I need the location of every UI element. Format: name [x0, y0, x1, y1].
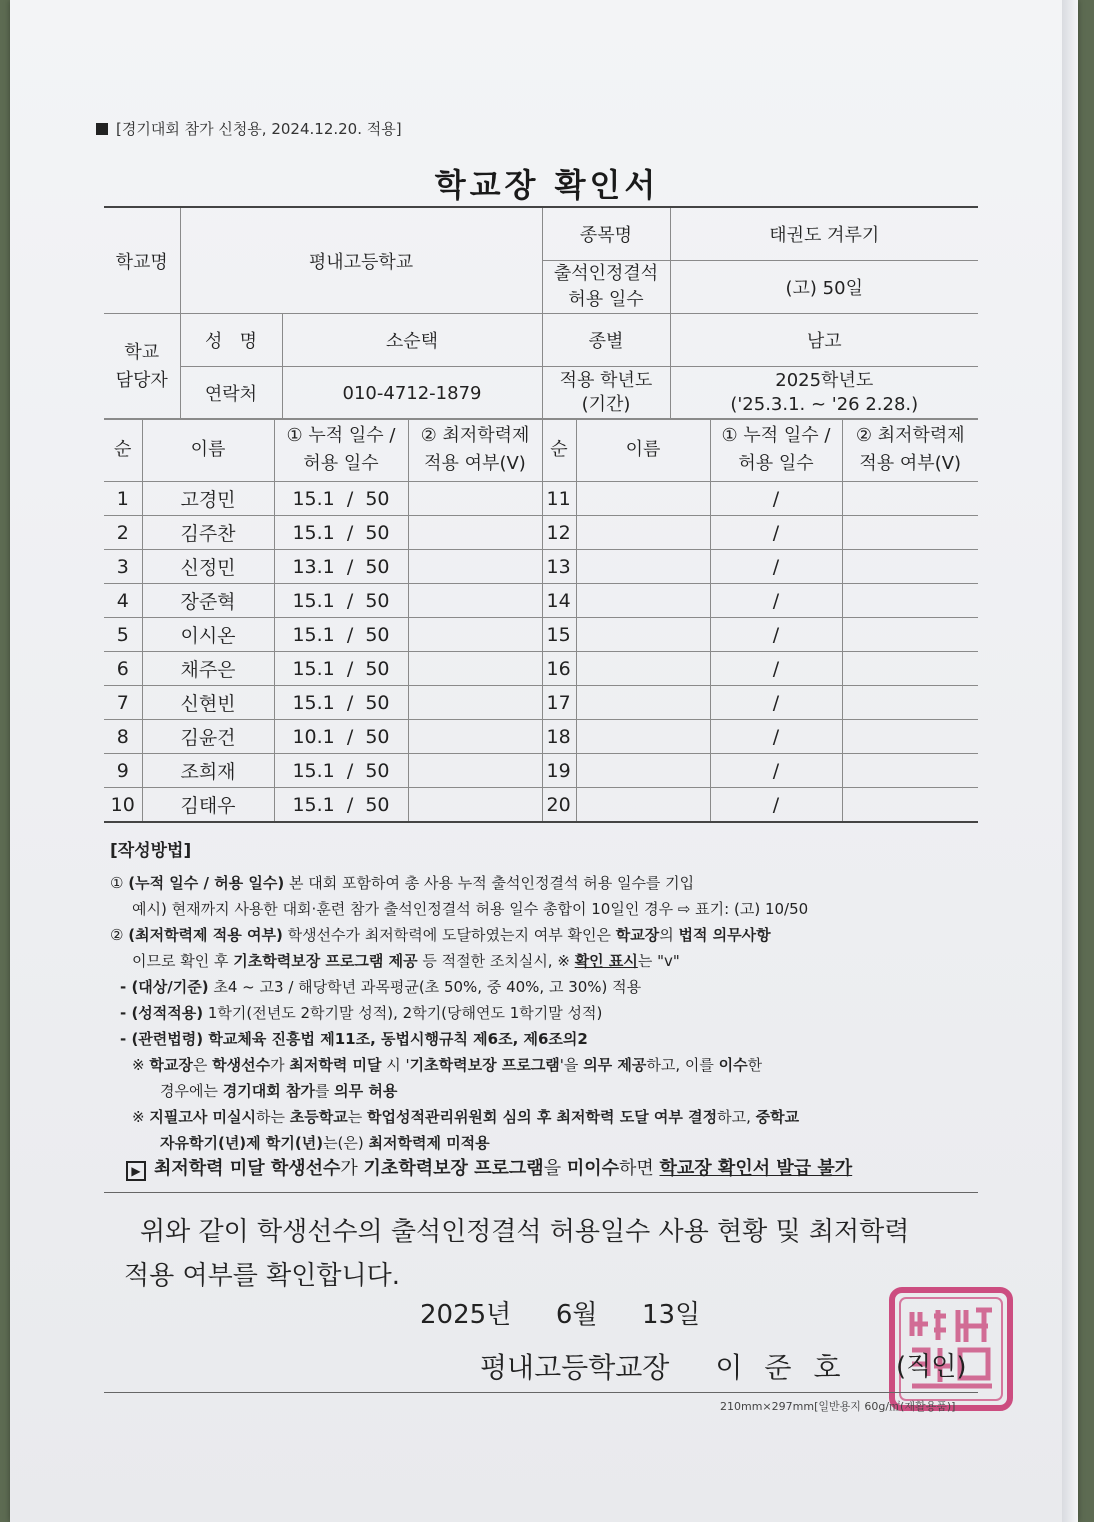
col-days-right-line1: ① 누적 일수 /: [721, 425, 831, 446]
notice-b3: 미이수: [566, 1158, 619, 1179]
instruction-1: [110, 870, 980, 896]
allow-label-line1: 출석인정결석: [553, 263, 659, 284]
row-name-right: [576, 584, 710, 618]
instruction-2-bold-2: 법적 의무사항: [678, 926, 771, 944]
instruction-2-line2-bold-2: 확인 표시: [574, 952, 638, 970]
col-days-left-line1: ① 누적 일수 /: [286, 425, 396, 446]
arrow-right-icon: ▶: [126, 1161, 146, 1181]
confirm-line1: 위와 같이 학생선수의 출석인정결석 허용일수 사용 현황 및 최저학력: [140, 1217, 910, 1247]
table-row: [104, 788, 978, 823]
instruction-2-bold-1: 학교장: [615, 926, 660, 944]
row-days-right: /: [710, 550, 842, 584]
col-min-left: [408, 419, 542, 482]
note-1-mark: ※: [132, 1056, 145, 1074]
note-1-b5: 의무 제공: [583, 1056, 647, 1074]
detail-law-text: 학교체육 진흥법 제11조, 동법시행규칙 제6조, 제6조의2: [203, 1030, 588, 1048]
row-min-right: [842, 550, 978, 584]
instruction-2-line2-c: 등 적절한 조치실시, ※: [417, 952, 575, 970]
instruction-2: [110, 922, 980, 948]
row-min-left: [408, 788, 542, 823]
row-name-right: [576, 720, 710, 754]
col-min-right-line1: ② 최저학력제: [855, 425, 965, 446]
list-header-row: [104, 419, 978, 482]
note-2-line2-c: 최저학력제 미적용: [368, 1134, 490, 1152]
instruction-1-example: 예시) 현재까지 사용한 대회·훈련 참가 출석인정결석 허용 일수 총합이 10일인 경우 ⇨ 표기: (고) 10/50: [132, 900, 809, 918]
school-label: 학교명: [104, 207, 180, 314]
issue-date: 2025년 6월 13일: [420, 1300, 701, 1330]
row-no-left: 7: [104, 686, 142, 720]
paper-spec-note: 210mm×297mm[일반용지 60g/㎡(재활용품)]: [720, 1400, 956, 1413]
contact-label: 연락처: [180, 367, 282, 420]
note-1-t2: 가: [270, 1056, 290, 1074]
row-name-left: 채주은: [142, 652, 274, 686]
notice-t1: 가: [340, 1158, 364, 1179]
confirm-statement: [124, 1210, 974, 1298]
notice-b4: 학교장 확인서 발급 불가: [659, 1158, 853, 1179]
row-no-right: 18: [542, 720, 576, 754]
school-value: 평내고등학교: [180, 207, 542, 314]
row-min-left: [408, 516, 542, 550]
row-name-right: [576, 516, 710, 550]
row-days-left: 15.1 / 50: [274, 788, 408, 823]
instructions-title: [작성방법]: [110, 841, 192, 861]
row-name-left: 이시온: [142, 618, 274, 652]
year-label-line2: (기간): [581, 394, 631, 415]
principal-name: 이준호: [715, 1351, 863, 1384]
row-no-left: 2: [104, 516, 142, 550]
row-no-left: 5: [104, 618, 142, 652]
note-2-t1: 하는: [256, 1108, 290, 1126]
note-1-b1: 학교장: [149, 1056, 193, 1074]
instruction-2-text-a: 학생선수가 최저학력에 도달하였는지 여부 확인은: [282, 926, 616, 944]
row-days-right: /: [710, 720, 842, 754]
row-min-left: [408, 550, 542, 584]
principal-signature: [480, 1346, 863, 1386]
row-days-left: 10.1 / 50: [274, 720, 408, 754]
row-days-right: /: [710, 482, 842, 516]
row-days-left: 15.1 / 50: [274, 618, 408, 652]
page-title: 학교장 확인서: [434, 166, 660, 204]
row-days-right: /: [710, 754, 842, 788]
allow-label-line2: 허용 일수: [568, 289, 644, 310]
row-days-right: /: [710, 788, 842, 823]
instruction-2-line2-a: 이므로 확인 후: [132, 952, 234, 970]
instruction-2-text-b: 의: [659, 926, 679, 944]
table-row: [104, 550, 978, 584]
table-row: [104, 754, 978, 788]
col-name-right: 이름: [576, 419, 710, 482]
note-1-t5: 하고, 이를: [646, 1056, 719, 1074]
note-2-b1: 지필고사 미실시: [149, 1108, 257, 1126]
note-2-mark: ※: [132, 1108, 145, 1126]
row-name-left: 김주찬: [142, 516, 274, 550]
row-name-left: 조희재: [142, 754, 274, 788]
col-days-left: [274, 419, 408, 482]
sport-label: 종목명: [542, 207, 670, 261]
row-no-left: 9: [104, 754, 142, 788]
row-min-left: [408, 720, 542, 754]
row-name-left: 고경민: [142, 482, 274, 516]
detail-grade-text: 1학기(전년도 2학기말 성적), 2학기(당해연도 1학기말 성적): [203, 1004, 603, 1022]
allow-value: (고) 50일: [670, 261, 978, 314]
col-days-right: [710, 419, 842, 482]
table-row: [104, 482, 978, 516]
row-days-left: 15.1 / 50: [274, 754, 408, 788]
row-min-right: [842, 618, 978, 652]
row-name-right: [576, 754, 710, 788]
table-row: [104, 618, 978, 652]
table-row: [104, 686, 978, 720]
row-no-left: 8: [104, 720, 142, 754]
note-1-b6: 이수: [718, 1056, 748, 1074]
header-note-text: [경기대회 참가 신청용, 2024.12.20. 적용]: [116, 120, 402, 138]
paper-edge: [1062, 0, 1078, 1522]
row-days-right: /: [710, 584, 842, 618]
col-days-right-line2: 허용 일수: [738, 453, 814, 474]
row-no-right: 15: [542, 618, 576, 652]
instruction-1-bold: (누적 일수 / 허용 일수): [128, 874, 285, 892]
row-name-left: 김태우: [142, 788, 274, 823]
student-list-table: [104, 418, 978, 823]
row-name-right: [576, 788, 710, 823]
note-1-t3: 시 ': [381, 1056, 410, 1074]
col-no-left: 순: [104, 419, 142, 482]
row-days-right: /: [710, 516, 842, 550]
row-min-right: [842, 788, 978, 823]
row-days-right: /: [710, 652, 842, 686]
note-1-line2-b: 경기대회 참가: [222, 1082, 315, 1100]
row-min-left: [408, 754, 542, 788]
row-days-left: 15.1 / 50: [274, 516, 408, 550]
principal-school: 평내고등학교장: [480, 1351, 670, 1384]
notice-t2: 을: [543, 1158, 567, 1179]
instruction-2-bold: (최저학력제 적용 여부): [128, 926, 283, 944]
notice-b1: 최저학력 미달 학생선수: [154, 1158, 341, 1179]
note-1-line2-c: 를: [314, 1082, 335, 1100]
header-note: [96, 118, 402, 139]
table-row: [104, 584, 978, 618]
detail-target-bold: - (대상/기준): [120, 978, 209, 996]
note-1-line2-d: 의무 허용: [334, 1082, 398, 1100]
detail-grade-bold: - (성적적용): [120, 1004, 204, 1022]
row-no-right: 13: [542, 550, 576, 584]
notice-t3: 하면: [619, 1158, 660, 1179]
note-1-line2-a: 경우에는: [160, 1082, 223, 1100]
row-min-left: [408, 652, 542, 686]
note-1: [110, 1052, 980, 1078]
row-days-left: 15.1 / 50: [274, 686, 408, 720]
row-name-left: 김윤건: [142, 720, 274, 754]
col-min-right: [842, 419, 978, 482]
row-days-left: 15.1 / 50: [274, 652, 408, 686]
row-no-left: 10: [104, 788, 142, 823]
col-no-right: 순: [542, 419, 576, 482]
row-min-left: [408, 584, 542, 618]
note-2-t3: 하고,: [717, 1108, 756, 1126]
row-min-left: [408, 482, 542, 516]
instruction-2-line2-bold-1: 기초학력보장 프로그램 제공: [233, 952, 418, 970]
divider-bottom: [104, 1392, 978, 1393]
instruction-2-mark: ②: [110, 926, 124, 944]
table-row: [104, 516, 978, 550]
note-2-line2: [110, 1130, 980, 1156]
row-min-left: [408, 618, 542, 652]
instruction-1-mark: ①: [110, 874, 124, 892]
confirm-line2: 적용 여부를 확인합니다.: [124, 1261, 400, 1291]
row-days-right: /: [710, 686, 842, 720]
detail-target-text: 초4 ~ 고3 / 해당학년 과목평균(초 50%, 중 40%, 고 30%) 적용: [208, 978, 642, 996]
row-no-right: 19: [542, 754, 576, 788]
row-no-right: 16: [542, 652, 576, 686]
table-row: [104, 720, 978, 754]
note-2: [110, 1104, 980, 1130]
year-value-line1: 2025학년도: [775, 370, 874, 391]
notice: [126, 1154, 852, 1181]
row-min-right: [842, 720, 978, 754]
year-value-line2: ('25.3.1. ~ '26 2.28.): [730, 394, 919, 415]
detail-grade: [110, 1000, 980, 1026]
notice-b2: 기초학력보장 프로그램: [363, 1158, 544, 1179]
row-no-right: 14: [542, 584, 576, 618]
note-1-t4: '을: [559, 1056, 584, 1074]
detail-law-bold: - (관련법령): [120, 1030, 204, 1048]
instruction-2-line2: [110, 948, 980, 974]
divider-top: [104, 1192, 978, 1193]
row-name-left: 장준혁: [142, 584, 274, 618]
col-days-left-line2: 허용 일수: [303, 453, 379, 474]
row-no-right: 17: [542, 686, 576, 720]
row-name-right: [576, 482, 710, 516]
row-days-left: 13.1 / 50: [274, 550, 408, 584]
row-name-left: 신현빈: [142, 686, 274, 720]
row-no-right: 11: [542, 482, 576, 516]
row-name-right: [576, 652, 710, 686]
seal-label: (직인): [896, 1352, 967, 1382]
note-2-b2: 초등학교: [289, 1108, 348, 1126]
name-value: 소순택: [282, 314, 542, 367]
row-min-right: [842, 516, 978, 550]
year-value: [670, 367, 978, 420]
instruction-1-text: 본 대회 포함하여 총 사용 누적 출석인정결석 허용 일수를 기입: [284, 874, 695, 892]
row-name-right: [576, 550, 710, 584]
name-label: 성 명: [180, 314, 282, 367]
row-no-right: 12: [542, 516, 576, 550]
row-min-right: [842, 652, 978, 686]
col-min-left-line1: ② 최저학력제: [420, 425, 530, 446]
manager-label: [104, 314, 180, 420]
note-1-b2: 학생선수: [212, 1056, 271, 1074]
row-days-left: 15.1 / 50: [274, 482, 408, 516]
col-min-left-line2: 적용 여부(V): [424, 453, 526, 474]
row-min-right: [842, 686, 978, 720]
row-min-right: [842, 754, 978, 788]
row-days-right: /: [710, 618, 842, 652]
note-1-t6: 한: [747, 1056, 763, 1074]
note-2-t2: 는: [347, 1108, 367, 1126]
row-no-left: 6: [104, 652, 142, 686]
category-label: 종별: [542, 314, 670, 367]
manager-label-line1: 학교: [124, 341, 160, 363]
detail-target: [110, 974, 980, 1000]
row-days-left: 15.1 / 50: [274, 584, 408, 618]
detail-law: [110, 1026, 980, 1052]
row-no-left: 1: [104, 482, 142, 516]
row-name-right: [576, 686, 710, 720]
note-2-b3: 학업성적관리위원회 심의 후 최저학력 도달 여부 결정: [367, 1108, 718, 1126]
sport-value: 태권도 겨루기: [670, 207, 978, 261]
category-value: 남고: [670, 314, 978, 367]
col-name-left: 이름: [142, 419, 274, 482]
row-name-right: [576, 618, 710, 652]
instruction-2-line2-d: 는 "v": [637, 952, 680, 970]
note-1-b4: 기초학력보장 프로그램: [409, 1056, 560, 1074]
col-min-right-line2: 적용 여부(V): [859, 453, 962, 474]
manager-label-line2: 담당자: [115, 369, 168, 391]
year-label: [542, 367, 670, 420]
note-1-line2: [110, 1078, 980, 1104]
allow-label: [542, 261, 670, 314]
row-name-left: 신정민: [142, 550, 274, 584]
row-no-left: 3: [104, 550, 142, 584]
table-row: [104, 652, 978, 686]
info-table: [104, 206, 978, 420]
row-min-left: [408, 686, 542, 720]
instructions: [110, 838, 980, 1156]
row-min-right: [842, 482, 978, 516]
note-1-b3: 최저학력 미달: [289, 1056, 382, 1074]
note-2-line2-a: 자유학기(년)제 학기(년): [160, 1134, 324, 1152]
square-bullet-icon: [96, 123, 108, 135]
year-label-line1: 적용 학년도: [559, 370, 653, 391]
note-2-b4: 중학교: [755, 1108, 800, 1126]
row-min-right: [842, 584, 978, 618]
contact-value: 010-4712-1879: [282, 367, 542, 420]
row-no-right: 20: [542, 788, 576, 823]
note-1-t1: 은: [192, 1056, 213, 1074]
note-2-line2-b: 는(은): [323, 1134, 369, 1152]
row-no-left: 4: [104, 584, 142, 618]
